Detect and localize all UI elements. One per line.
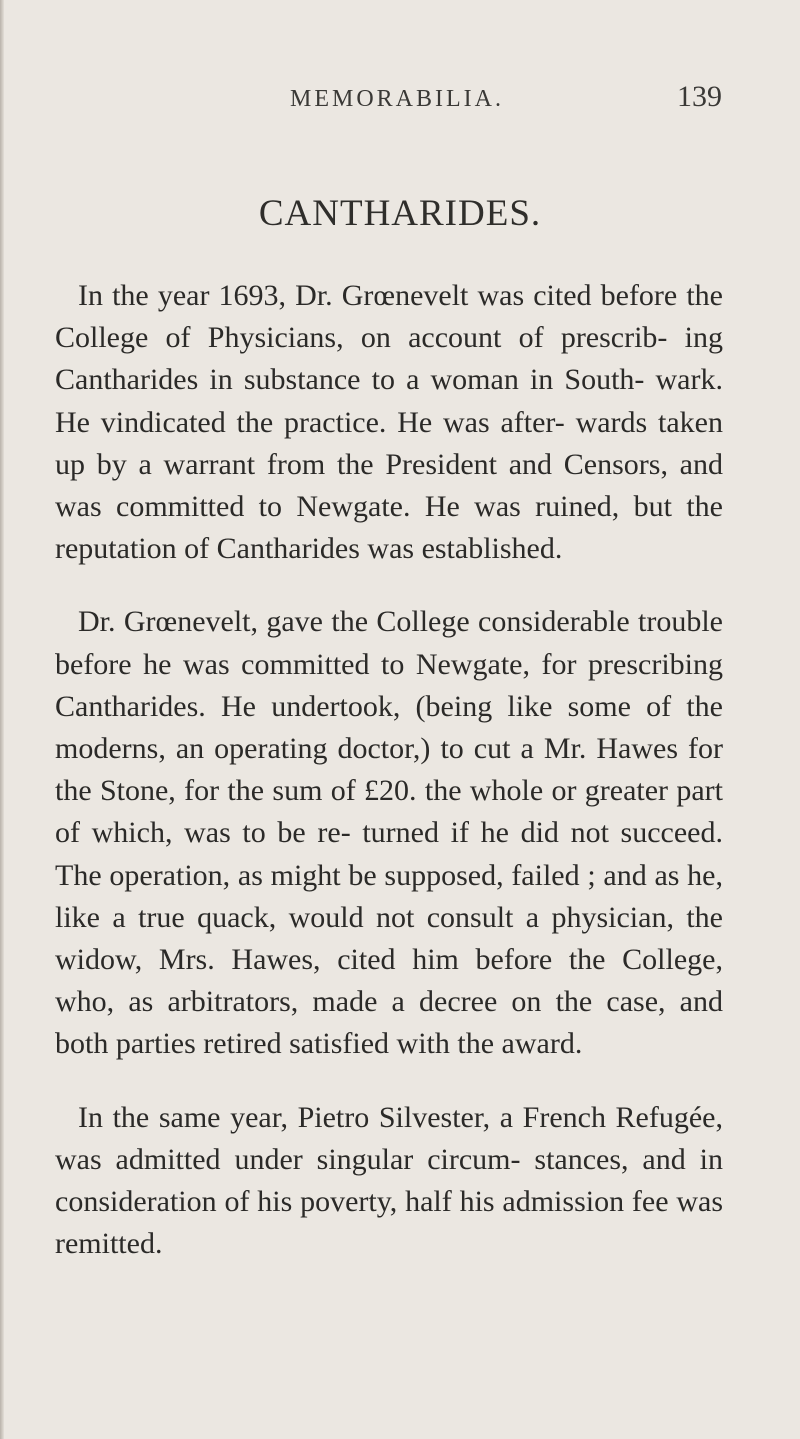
running-head-title: MEMORABILIA. — [290, 86, 504, 112]
paragraph-1: In the year 1693, Dr. Grœnevelt was cited before the College of Physicians, on account of prescrib- ing Cantharides in substance to a woman in South- wark. He vindicated the practice. He was after- wards taken up by a warrant from the President and Censors, and was committed to Newgate. He was ruined, but the reputation of Cantharides was established. — [55, 279, 723, 566]
running-head — [55, 80, 722, 120]
body-text — [55, 275, 723, 1296]
chapter-title: CANTHARIDES. — [258, 193, 542, 234]
page-number: 139 — [677, 80, 722, 113]
paragraph-2: Dr. Grœnevelt, gave the College considerable trouble before he was committed to Newgate, for prescribing Cantharides. He undertook, (being like some of the moderns, an operating doctor,) to cut a Mr. Hawes for the Stone, for the sum of £20. the whole or greater part of which, was to be re- turned if he did not succeed. The operation, as might be supposed, failed ; and as he, like a true quack, would not consult a physician, the widow, Mrs. Hawes, cited him before the College, who, as arbitrators, made a decree on the case, and both parties retired satisfied with the award. — [55, 605, 723, 1061]
paragraph-3: In the same year, Pietro Silvester, a French Refugée, was admitted under singular circum- stances, and in consideration of his poverty, half his admission fee was remitted. — [55, 1100, 723, 1261]
